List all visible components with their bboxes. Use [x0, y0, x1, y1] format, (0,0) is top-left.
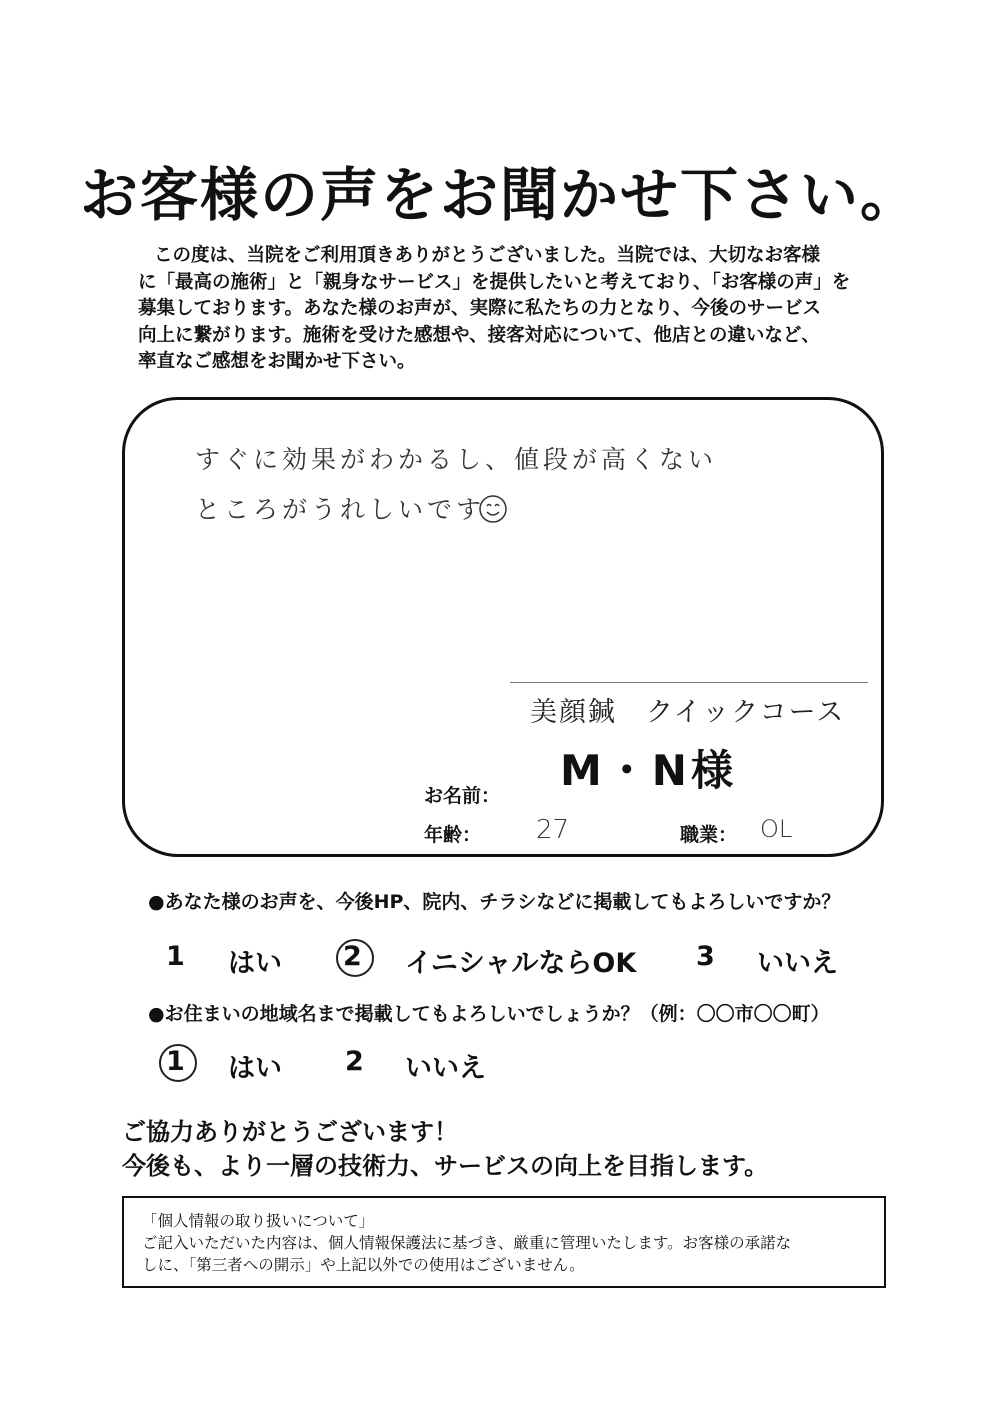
q1-option-1-label: はい: [228, 948, 282, 979]
q2-option-1[interactable]: [166, 1046, 185, 1077]
privacy-notice: [122, 1196, 886, 1288]
course-name: 美顔鍼 クイックコース: [530, 697, 846, 728]
q2-option-2[interactable]: [345, 1046, 364, 1077]
job-label: 職業：: [680, 824, 738, 846]
name-label: お名前：: [424, 785, 501, 807]
q1-option-1[interactable]: [166, 941, 185, 972]
intro-line: に「最高の施術」と「親身なサービス」を提供したいと考えており、「お客様の声」を: [138, 271, 851, 293]
intro-line: 募集しております。あなた様のお声が、実際に私たちの力となり、今後のサービス: [138, 298, 822, 319]
privacy-line-2: しに、「第三者への開示」や上記以外での使用はございません。: [142, 1256, 585, 1274]
thanks-line-1: ご協力ありがとうございます！: [122, 1118, 458, 1146]
smiley-face-icon: [478, 494, 508, 524]
intro-line: この度は、当院をご利用頂きありがとうございました。当院では、大切なお客様: [154, 245, 821, 266]
thanks-line-2: 今後も、より一層の技術力、サービスの向上を目指します。: [122, 1152, 769, 1180]
question-2: ●お住まいの地域名まで掲載してもよろしいでしょうか？（例：〇〇市〇〇町）: [148, 1003, 830, 1025]
intro-paragraph: [138, 243, 868, 376]
option-number: 1: [166, 1046, 185, 1077]
option-number: 3: [696, 941, 715, 972]
handwritten-comment-line-2: ところがうれしいです: [195, 495, 486, 524]
page-title: お客様の声をお聞かせ下さい。: [79, 161, 920, 229]
job-value: OL: [760, 815, 793, 843]
intro-line: 率直なご感想をお聞かせ下さい。: [138, 351, 416, 372]
customer-name: M・N様: [560, 746, 737, 795]
handwritten-comment-line-1: すぐに効果がわかるし、値段が高くない: [195, 445, 718, 474]
option-number: 2: [343, 941, 362, 972]
q2-option-1-label: はい: [228, 1053, 282, 1084]
q1-option-3[interactable]: [696, 941, 715, 972]
selected-circle-mark: [159, 1044, 197, 1082]
privacy-heading: 「個人情報の取り扱いについて」: [142, 1212, 375, 1230]
q1-option-3-label: いいえ: [757, 948, 838, 979]
selected-circle-mark: [336, 939, 374, 977]
q1-option-2[interactable]: [343, 941, 362, 972]
divider-line: [510, 682, 868, 683]
option-number: 1: [166, 941, 185, 972]
q2-option-2-label: いいえ: [405, 1053, 486, 1084]
option-number: 2: [345, 1046, 364, 1077]
age-value: 27: [536, 815, 570, 845]
question-1: ●あなた様のお声を、今後HP、院内、チラシなどに掲載してもよろしいですか？: [148, 891, 841, 913]
thanks-message: [122, 1115, 768, 1183]
age-label: 年齢：: [424, 824, 482, 846]
privacy-line-1: ご記入いただいた内容は、個人情報保護法に基づき、厳重に管理いたします。お客様の承諾な: [142, 1234, 792, 1252]
q1-option-2-label: イニシャルならOK: [405, 948, 637, 979]
intro-line: 向上に繋がります。施術を受けた感想や、接客対応について、他店との違いなど、: [138, 324, 820, 346]
